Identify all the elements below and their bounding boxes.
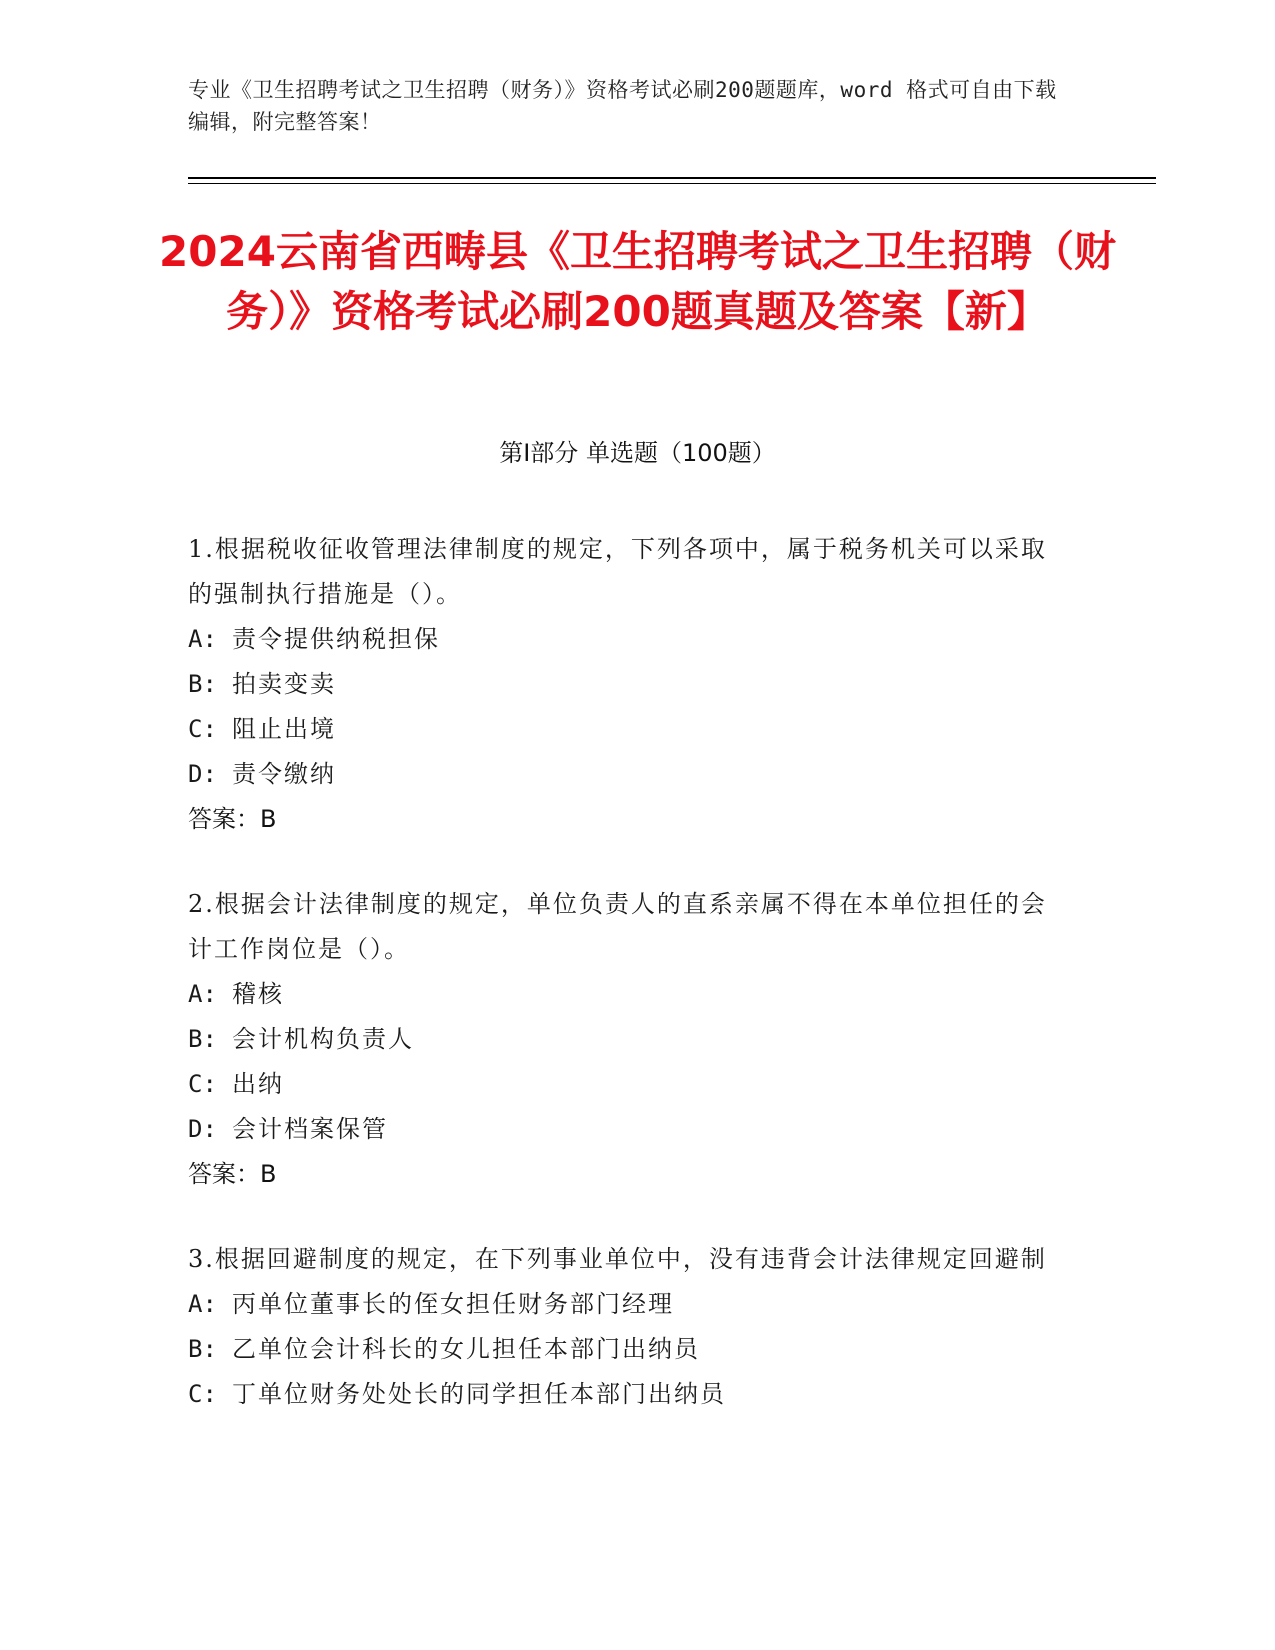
option-text: 责令缴纳 bbox=[232, 760, 336, 788]
option-c bbox=[188, 1372, 1068, 1417]
option-key: B: bbox=[188, 670, 217, 698]
option-key: C: bbox=[188, 1380, 217, 1408]
option-key: D: bbox=[188, 1115, 217, 1143]
question-list bbox=[188, 527, 1068, 1457]
option-text: 拍卖变卖 bbox=[232, 670, 336, 698]
header-rule-thick bbox=[188, 177, 1156, 179]
option-a bbox=[188, 972, 1068, 1017]
option-c bbox=[188, 707, 1068, 752]
header-rule-thin bbox=[188, 183, 1156, 184]
option-d bbox=[188, 752, 1068, 797]
option-key: D: bbox=[188, 760, 217, 788]
option-text: 出纳 bbox=[232, 1070, 284, 1098]
option-b bbox=[188, 1327, 1068, 1372]
header-note: 专业《卫生招聘考试之卫生招聘（财务）》资格考试必刷200题题库，word 格式可自由下载编辑，附完整答案！ bbox=[188, 78, 1057, 134]
question-stem: 1.根据税收征收管理法律制度的规定，下列各项中，属于税务机关可以采取的强制执行措施是（）。 bbox=[188, 535, 1047, 608]
option-text: 责令提供纳税担保 bbox=[232, 625, 440, 653]
option-text: 阻止出境 bbox=[232, 715, 336, 743]
answer: 答案：B bbox=[188, 805, 277, 833]
option-key: C: bbox=[188, 715, 217, 743]
option-text: 丙单位董事长的侄女担任财务部门经理 bbox=[232, 1290, 674, 1318]
option-key: A: bbox=[188, 980, 217, 1008]
option-key: B: bbox=[188, 1025, 217, 1053]
option-b bbox=[188, 1017, 1068, 1062]
question-stem: 2.根据会计法律制度的规定，单位负责人的直系亲属不得在本单位担任的会计工作岗位是（）。 bbox=[188, 890, 1047, 963]
option-a bbox=[188, 617, 1068, 662]
option-c bbox=[188, 1062, 1068, 1107]
option-d bbox=[188, 1107, 1068, 1152]
option-text: 会计机构负责人 bbox=[232, 1025, 414, 1053]
question-stem: 3.根据回避制度的规定，在下列事业单位中，没有违背会计法律规定回避制 bbox=[188, 1245, 1047, 1273]
option-key: C: bbox=[188, 1070, 217, 1098]
option-text: 稽核 bbox=[232, 980, 284, 1008]
option-text: 会计档案保管 bbox=[232, 1115, 388, 1143]
option-text: 丁单位财务处处长的同学担任本部门出纳员 bbox=[232, 1380, 726, 1408]
option-key: A: bbox=[188, 1290, 217, 1318]
option-key: B: bbox=[188, 1335, 217, 1363]
question-3 bbox=[188, 1237, 1068, 1417]
option-key: A: bbox=[188, 625, 217, 653]
question-1 bbox=[188, 527, 1068, 842]
document-title: 2024云南省西畴县《卫生招聘考试之卫生招聘（财务）》资格考试必刷200题真题及答案【新】 bbox=[159, 227, 1116, 336]
answer: 答案：B bbox=[188, 1160, 277, 1188]
section-title: 第Ⅰ部分 单选题（100题） bbox=[499, 439, 776, 467]
option-a bbox=[188, 1282, 1068, 1327]
option-b bbox=[188, 662, 1068, 707]
question-2 bbox=[188, 882, 1068, 1197]
option-text: 乙单位会计科长的女儿担任本部门出纳员 bbox=[232, 1335, 700, 1363]
